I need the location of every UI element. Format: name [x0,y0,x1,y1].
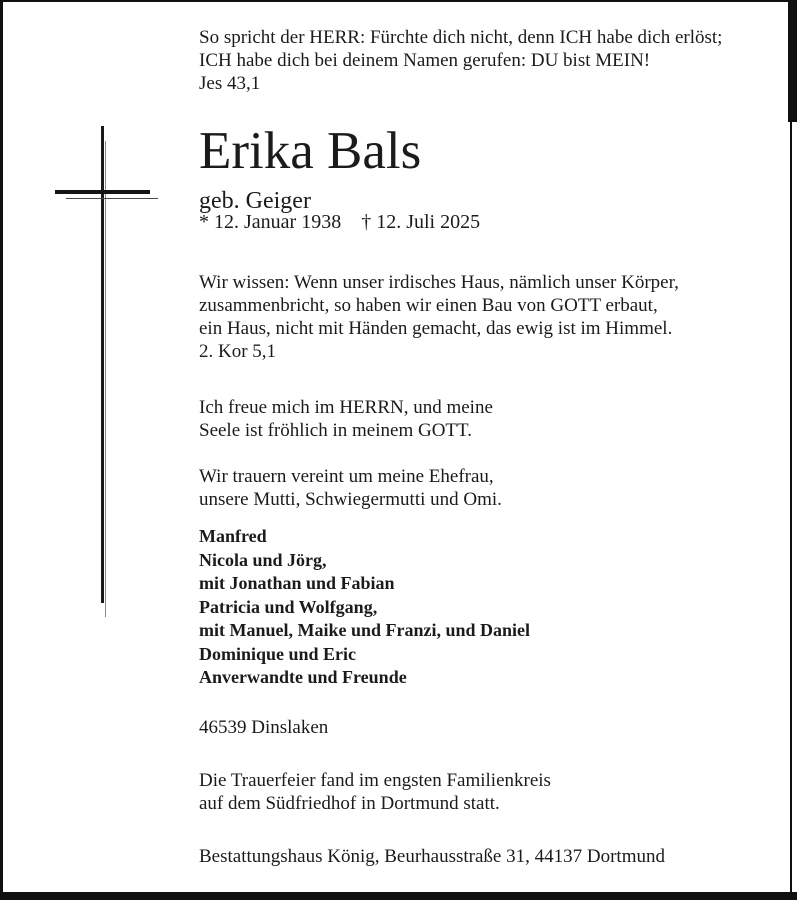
mourners-list [199,525,530,690]
psalm-line: Seele ist fröhlich in meinem GOTT. [199,420,472,441]
mourner-line: Dominique und Eric [199,643,357,664]
cross-vertical-shadow-line [105,141,106,617]
funeral-home-address: Bestattungshaus König, Beurhausstraße 31, 44137 Dortmund [199,846,665,867]
mourning-intro-line: Wir trauern vereint um meine Ehefrau, [199,466,494,487]
epigraph-line: ICH habe dich bei deinem Namen gerufen: DU bist MEIN! [199,50,651,71]
mourning-intro [199,465,502,511]
funeral-info-line: Die Trauerfeier fand im engsten Familienkreis [199,770,551,791]
psalm-quote [199,396,493,442]
funeral-info [199,769,551,815]
maiden-name: geb. Geiger [199,188,311,214]
residence: 46539 Dinslaken [199,717,329,738]
mourner-line: Anverwandte und Freunde [199,667,407,687]
cross-horizontal-line [55,190,150,194]
life-dates [199,210,480,234]
scan-border-right [790,0,793,900]
scripture-line: Wir wissen: Wenn unser irdisches Haus, nämlich unser Körper, [199,272,679,293]
scan-border-top [0,0,797,2]
scripture-reference: 2. Kor 5,1 [199,341,277,362]
epigraph-line: So spricht der HERR: Fürchte dich nicht, denn ICH habe dich erlöst; [199,27,723,48]
scripture-passage [199,271,679,363]
mourner-line: mit Manuel, Maike und Franzi, und Daniel [199,620,531,640]
mourner-line: Manfred [199,526,267,546]
deceased-name: Erika Bals [199,122,422,180]
scripture-line: zusammenbricht, so haben wir einen Bau von GOTT erbaut, [199,295,658,316]
birth-date: * 12. Januar 1938 [199,211,342,233]
scripture-line: ein Haus, nicht mit Händen gemacht, das ewig ist im Himmel. [199,318,673,339]
funeral-info-line: auf dem Südfriedhof in Dortmund statt. [199,793,500,814]
mourner-line: Patricia und Wolfgang, [199,596,378,617]
death-date: † 12. Juli 2025 [361,211,481,233]
mourner-line: mit Jonathan und Fabian [199,573,395,593]
mourning-intro-line: unsere Mutti, Schwiegermutti und Omi. [199,489,502,510]
scan-border-left [0,0,3,900]
mourner-line: Nicola und Jörg, [199,549,327,570]
scan-border-right-corner [788,0,797,122]
scan-border-bottom [0,892,797,900]
psalm-line: Ich freue mich im HERRN, und meine [199,397,493,418]
epigraph-reference: Jes 43,1 [199,73,261,94]
cross-horizontal-shadow-line [66,198,158,199]
epigraph-verse [199,26,722,95]
